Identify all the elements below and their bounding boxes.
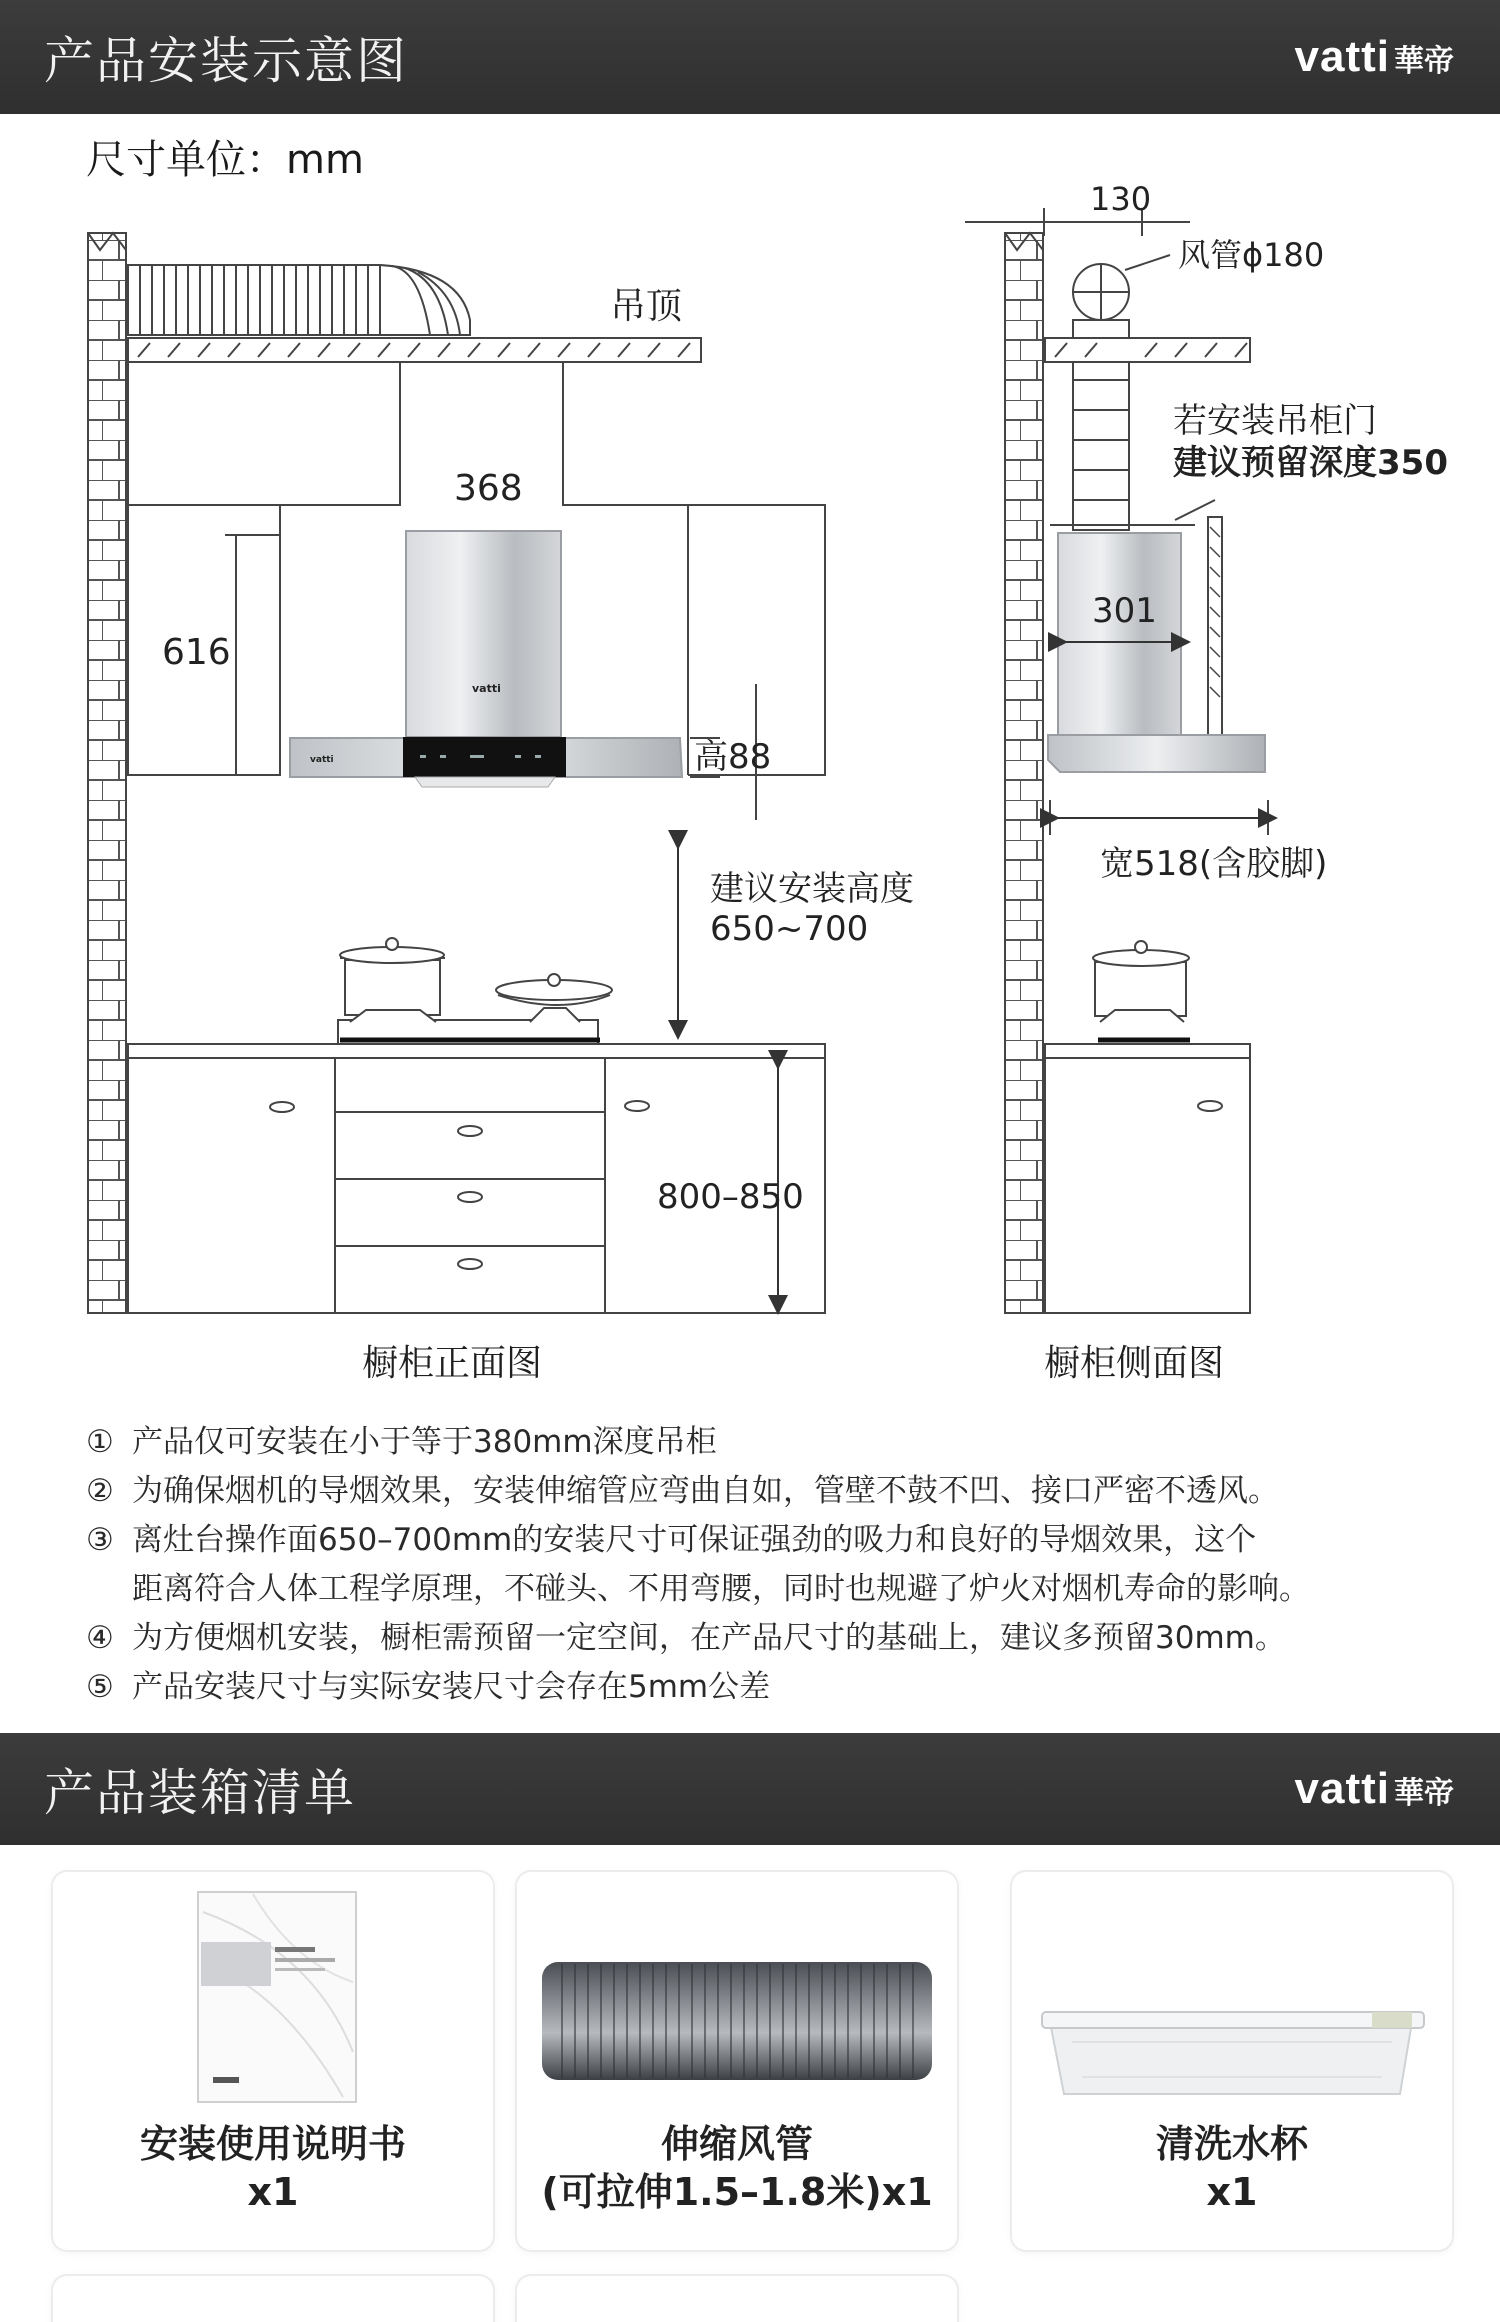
packing-item-card-partial xyxy=(53,2276,493,2322)
note-item: ③ 离灶台操作面650–700mm的安装尺寸可保证强劲的吸力和良好的导烟效果，这个 xyxy=(86,1522,1257,1558)
suggest-height-label: 建议安装高度 xyxy=(710,869,914,909)
side-hood-canopy xyxy=(1048,735,1265,772)
packing-item-sub: (可拉伸1.5–1.8米)x1 xyxy=(541,2170,933,2214)
hood-control-panel xyxy=(403,737,566,777)
brand-logo-cn: 華帝 xyxy=(1394,1776,1454,1811)
brand-logo xyxy=(1295,1764,1454,1814)
front-flex-duct xyxy=(128,265,470,335)
side-base-cabinet xyxy=(1045,1044,1250,1313)
hood-chimney xyxy=(406,531,561,737)
ceiling-label: 吊顶 xyxy=(610,286,683,327)
packing-item-name: 清洗水杯 xyxy=(1155,2122,1308,2166)
brand-logo-cn: 華帝 xyxy=(1394,44,1454,79)
side-width-note: 宽518(含胶脚) xyxy=(1100,844,1328,884)
svg-text:vatti: vatti xyxy=(310,755,334,765)
packing-item-card-partial xyxy=(517,2276,957,2322)
packing-item-qty: x1 xyxy=(247,2170,299,2214)
packing-item-manual xyxy=(53,1872,493,2250)
packing-item-qty: x1 xyxy=(1206,2170,1258,2214)
front-wall xyxy=(88,233,126,1313)
install-section-banner xyxy=(0,0,1500,114)
install-notes xyxy=(86,1418,1466,1712)
note-item: ⑤ 产品安装尺寸与实际安装尺寸会存在5mm公差 xyxy=(86,1669,771,1705)
note-item-continued: 距离符合人体工程学原理，不碰头、不用弯腰，同时也规避了炉火对烟机寿命的影响。 xyxy=(132,1571,1310,1607)
front-height-dim: 616 xyxy=(162,632,231,673)
cabinet-note-1: 若安装吊柜门 xyxy=(1173,401,1377,441)
note-item: ② 为确保烟机的导烟效果，安装伸缩管应弯曲自如，管壁不鼓不凹、接口严密不透风。 xyxy=(86,1473,1279,1509)
side-view-caption: 橱柜侧面图 xyxy=(1044,1343,1225,1384)
side-ceiling xyxy=(1045,338,1250,362)
brand-logo-en: vatti xyxy=(1294,32,1390,81)
front-right-wall-cabinet xyxy=(563,362,825,775)
front-width-dim: 368 xyxy=(454,468,523,509)
packing-section-title: 产品装箱清单 xyxy=(44,1764,356,1822)
cabinet-note-2: 建议预留深度350 xyxy=(1173,443,1448,483)
front-view xyxy=(88,233,914,1313)
duct-label: 风管ϕ180 xyxy=(1178,236,1325,274)
flexible-duct-icon xyxy=(517,1872,957,2112)
brand-logo-en: vatti xyxy=(1294,1764,1390,1813)
packing-item-name: 伸缩风管 xyxy=(660,2122,813,2166)
suggest-height-value: 650~700 xyxy=(710,909,869,949)
packing-item-name: 安装使用说明书 xyxy=(139,2122,406,2166)
side-pot xyxy=(1093,941,1190,1040)
front-stove xyxy=(338,938,612,1044)
installation-diagram xyxy=(0,160,1500,1340)
note-item: ④ 为方便烟机安装，橱柜需预留一定空间，在产品尺寸的基础上，建议多预留30mm。 xyxy=(86,1620,1286,1656)
side-top-dim: 130 xyxy=(1090,180,1152,218)
packing-section-banner xyxy=(0,1733,1500,1845)
unit-label: 尺寸单位：mm xyxy=(86,137,364,183)
hood-brand-mark: vatti xyxy=(472,682,501,695)
side-hood-body xyxy=(1058,533,1181,735)
install-section-title: 产品安装示意图 xyxy=(44,32,408,90)
note-item: ① 产品仅可安装在小于等于380mm深度吊柜 xyxy=(86,1424,717,1460)
packing-item-duct xyxy=(517,1872,957,2250)
side-view xyxy=(965,180,1448,1313)
counter-height-dim: 800–850 xyxy=(657,1177,804,1217)
front-ceiling xyxy=(128,338,701,362)
packing-item-oil-cup xyxy=(1012,1872,1452,2250)
side-depth-dim: 301 xyxy=(1092,591,1157,631)
manual-booklet-icon xyxy=(53,1872,493,2112)
panel-height-dim: 高88 xyxy=(694,737,772,777)
brand-logo xyxy=(1295,32,1454,82)
oil-cup-icon xyxy=(1012,1872,1452,2112)
side-wall xyxy=(1005,233,1043,1313)
front-view-caption: 橱柜正面图 xyxy=(362,1343,543,1384)
front-left-wall-cabinet xyxy=(128,362,400,775)
